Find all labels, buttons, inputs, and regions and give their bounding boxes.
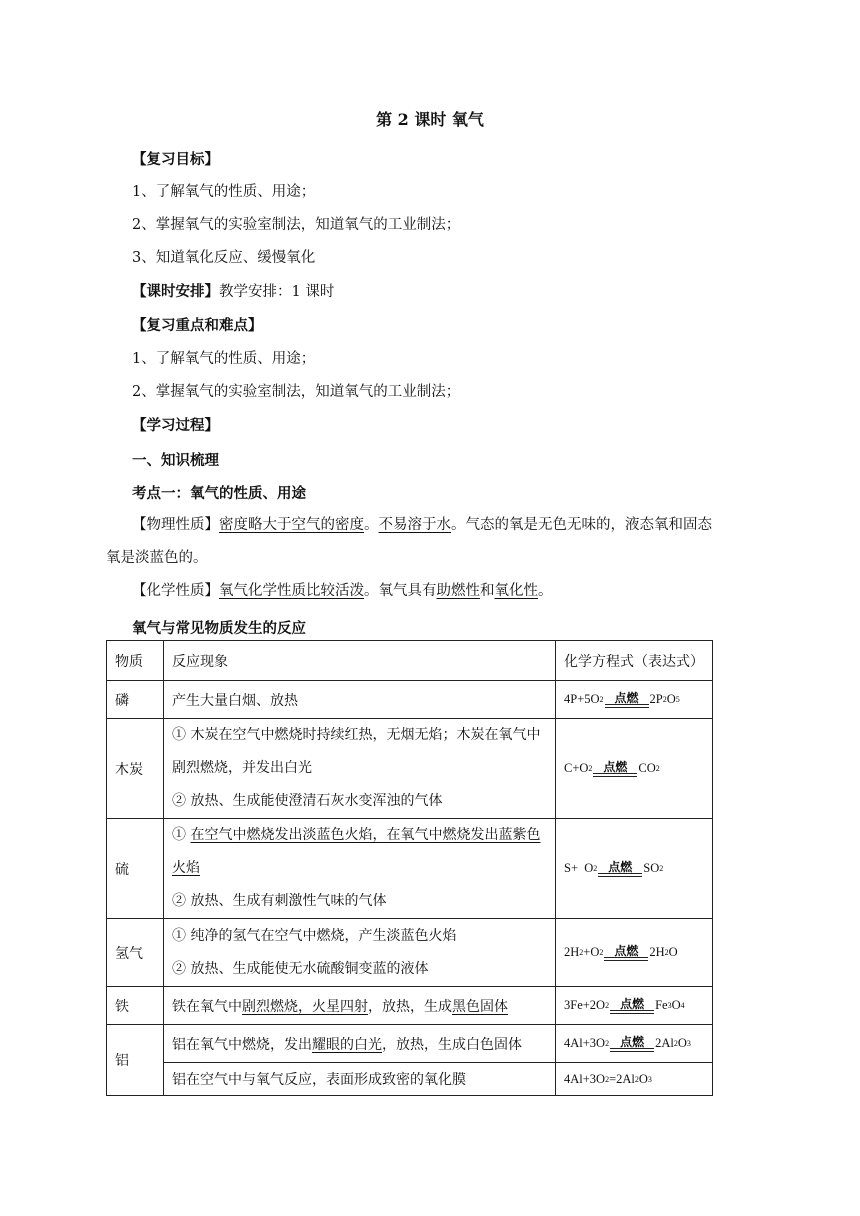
phenomenon-charcoal: ① 木炭在空气中燃烧时持续红热，无烟无焰；木炭在氧气中剧烈燃烧，并发出白光 ② 放热、生成能使澄清石灰水变浑浊的气体 — [164, 719, 556, 819]
physical-properties: 【物理性质】密度略大于空气的密度。不易溶于水。气态的氧是无色无味的，液态氧和固态氧是淡蓝色的。 — [106, 517, 712, 566]
equation-aluminum-oxygen: 4Al+3O 2 点燃 2Al 2 O 3 — [556, 1025, 713, 1063]
schedule — [132, 280, 334, 301]
section-heading: 一、知识梳理 — [132, 452, 219, 469]
table-header-row — [107, 641, 713, 681]
table-caption: 氧气与常见物质发生的反应 — [132, 620, 306, 637]
phenomenon-aluminum-air: 铝在空气中与氧气反应，表面形成致密的氧化膜 — [164, 1063, 556, 1096]
table-row — [107, 719, 713, 819]
table-row — [107, 1063, 713, 1096]
chemical-properties: 【化学性质】氧气化学性质比较活泼。氧气具有助燃性和氧化性。 — [132, 583, 553, 599]
substance-iron: 铁 — [107, 987, 164, 1025]
equation-aluminum-air: 4Al+3O 2 =2Al 2 O 3 — [556, 1063, 713, 1096]
phenomenon-aluminum-oxygen: 铝在氧气中燃烧，发出耀眼的白光，放热，生成白色固体 — [164, 1025, 556, 1063]
goal-3: 3、知道氧化反应、缓慢氧化 — [132, 250, 316, 266]
equation-phosphorus: 4P+5O 2 点燃 2P 2 O 5 — [556, 681, 713, 719]
header-phenomenon: 反应现象 — [164, 641, 556, 681]
substance-phosphorus: 磷 — [107, 681, 164, 719]
substance-charcoal: 木炭 — [107, 719, 164, 819]
condition-mark: 点燃 — [604, 945, 648, 961]
equation-charcoal: C+O 2 点燃 CO 2 — [556, 719, 713, 819]
process-heading: 【学习过程】 — [132, 417, 219, 434]
table-row — [107, 681, 713, 719]
table-row — [107, 919, 713, 987]
substance-aluminum: 铝 — [107, 1025, 164, 1096]
equation-hydrogen: 2H 2 +O 2 点燃 2H 2 O — [556, 919, 713, 987]
table-row — [107, 1025, 713, 1063]
key-points-heading: 【复习重点和难点】 — [132, 317, 263, 334]
phenomenon-phosphorus: 产生大量白烟、放热 — [164, 681, 556, 719]
header-equation: 化学方程式（表达式） — [556, 641, 713, 681]
phenomenon-sulfur: ① 在空气中燃烧发出淡蓝色火焰，在氧气中燃烧发出蓝紫色火焰 ② 放热、生成有刺激性气味的气体 — [164, 819, 556, 919]
topic-heading: 考点一：氧气的性质、用途 — [132, 485, 306, 502]
key-point-1: 1、了解氧气的性质、用途； — [132, 351, 316, 367]
schedule-text: 教学安排：1 课时 — [219, 284, 335, 300]
substance-hydrogen: 氢气 — [107, 919, 164, 987]
phenomenon-iron: 铁在氧气中剧烈燃烧，火星四射，放热，生成黑色固体 — [164, 987, 556, 1025]
page-title: 第 2 课时 氧气 — [376, 110, 484, 129]
condition-mark: 点燃 — [610, 1036, 654, 1052]
equation-iron: 3Fe+2O 2 点燃 Fe 3 O 4 — [556, 987, 713, 1025]
table-row — [107, 819, 713, 919]
review-goals-heading: 【复习目标】 — [132, 151, 219, 168]
header-substance: 物质 — [107, 641, 164, 681]
condition-mark: 点燃 — [610, 998, 654, 1014]
goal-2: 2、掌握氧气的实验室制法，知道氧气的工业制法； — [132, 217, 461, 233]
schedule-label: 【课时安排】 — [132, 283, 219, 300]
goal-1: 1、了解氧气的性质、用途； — [132, 184, 316, 200]
table-row — [107, 987, 713, 1025]
phenomenon-hydrogen: ① 纯净的氢气在空气中燃烧，产生淡蓝色火焰 ② 放热、生成能使无水硫酸铜变蓝的液体 — [164, 919, 556, 987]
equation-sulfur: S+ O 2 点燃 SO 2 — [556, 819, 713, 919]
substance-sulfur: 硫 — [107, 819, 164, 919]
condition-mark: 点燃 — [593, 761, 637, 777]
key-point-2: 2、掌握氧气的实验室制法，知道氧气的工业制法； — [132, 384, 461, 400]
condition-mark: 点燃 — [605, 692, 649, 708]
condition-mark: 点燃 — [598, 861, 642, 877]
reaction-table — [106, 640, 713, 1096]
